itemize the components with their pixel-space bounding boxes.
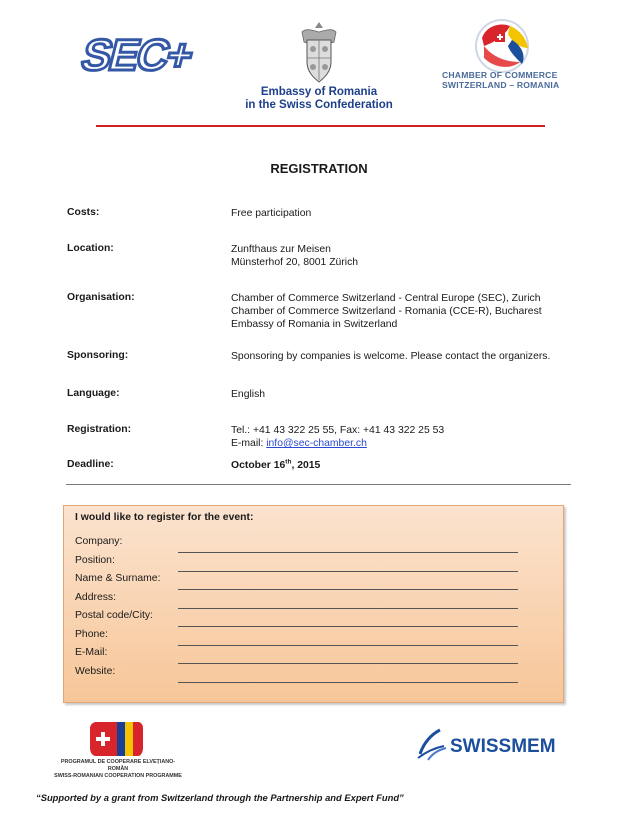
company-field[interactable] xyxy=(178,552,518,553)
email-field[interactable] xyxy=(178,663,518,664)
costs-value: Free participation xyxy=(231,208,312,219)
form-label-position: Position: xyxy=(75,555,115,566)
form-label-website: Website: xyxy=(75,666,116,677)
form-label-email: E-Mail: xyxy=(75,647,108,658)
programme-line-2: SWISS-ROMANIAN COOPERATION PROGRAMME xyxy=(54,773,182,779)
name-field[interactable] xyxy=(178,589,518,590)
address-field[interactable] xyxy=(178,608,518,609)
organisation-line: Embassy of Romania in Switzerland xyxy=(231,319,398,330)
embassy-title xyxy=(200,86,438,112)
chamber-of-commerce-name xyxy=(442,70,562,90)
location-label: Location: xyxy=(67,243,114,254)
romania-coat-of-arms-icon xyxy=(296,20,342,84)
svg-text:SWISSMEM: SWISSMEM xyxy=(450,736,556,757)
programme-name xyxy=(52,759,184,780)
email-link[interactable]: info@sec-chamber.ch xyxy=(266,438,367,449)
sec-logo xyxy=(76,26,197,80)
form-label-name: Name & Surname: xyxy=(75,573,161,584)
section-divider xyxy=(66,484,571,485)
embassy-line-2: in the Swiss Confederation xyxy=(245,99,393,111)
sponsoring-value: Sponsoring by companies is welcome. Please contact the organizers. xyxy=(231,351,551,362)
embassy-line-1: Embassy of Romania xyxy=(260,86,378,98)
location-line: Münsterhof 20, 8001 Zürich xyxy=(231,257,359,268)
deadline-label: Deadline: xyxy=(67,459,114,470)
location-value xyxy=(231,243,358,269)
registration-email-line xyxy=(231,437,444,450)
postal-field[interactable] xyxy=(178,626,518,627)
language-label: Language: xyxy=(67,388,120,399)
deadline-value xyxy=(231,459,320,472)
form-heading: I would like to register for the event: xyxy=(75,512,254,523)
email-prefix: E-mail: xyxy=(231,438,267,449)
organisation-line: Chamber of Commerce Switzerland - Central Europe (SEC), Zurich xyxy=(231,293,541,304)
position-field[interactable] xyxy=(178,571,518,572)
chamber-line-1: CHAMBER OF COMMERCE xyxy=(442,70,558,80)
swissmem-logo xyxy=(414,724,564,762)
deadline-year: , 2015 xyxy=(291,460,321,471)
form-label-postal: Postal code/City: xyxy=(75,610,153,621)
costs-label: Costs: xyxy=(67,207,100,218)
organisation-value xyxy=(231,292,542,331)
deadline-date: October 16 xyxy=(231,460,286,471)
form-label-company: Company: xyxy=(75,536,123,547)
page-title: REGISTRATION xyxy=(270,161,368,176)
registration-form xyxy=(63,505,564,703)
registration-phone: Tel.: +41 43 322 25 55, Fax: +41 43 322 25 53 xyxy=(231,425,445,436)
sponsoring-label: Sponsoring: xyxy=(67,350,129,361)
organisation-label: Organisation: xyxy=(67,292,135,303)
svg-text:SEC+: SEC+ xyxy=(76,31,197,80)
chamber-line-2: SWITZERLAND – ROMANIA xyxy=(442,80,560,90)
registration-value xyxy=(231,424,444,450)
registration-label: Registration: xyxy=(67,424,132,435)
form-label-phone: Phone: xyxy=(75,629,108,640)
language-value: English xyxy=(231,389,266,400)
grant-note: “Supported by a grant from Switzerland through the Partnership and Expert Fund” xyxy=(36,792,404,803)
phone-field[interactable] xyxy=(178,645,518,646)
form-label-address: Address: xyxy=(75,592,117,603)
programme-line-1: PROGRAMUL DE COOPERARE ELVEȚIANO-ROMÂN xyxy=(60,759,176,772)
organisation-line: Chamber of Commerce Switzerland - Romania (CCE-R), Bucharest xyxy=(231,306,542,317)
location-line: Zunfthaus zur Meisen xyxy=(231,244,331,255)
deadline-suffix: th xyxy=(285,458,292,466)
website-field[interactable] xyxy=(178,682,518,683)
header-divider xyxy=(96,125,545,127)
